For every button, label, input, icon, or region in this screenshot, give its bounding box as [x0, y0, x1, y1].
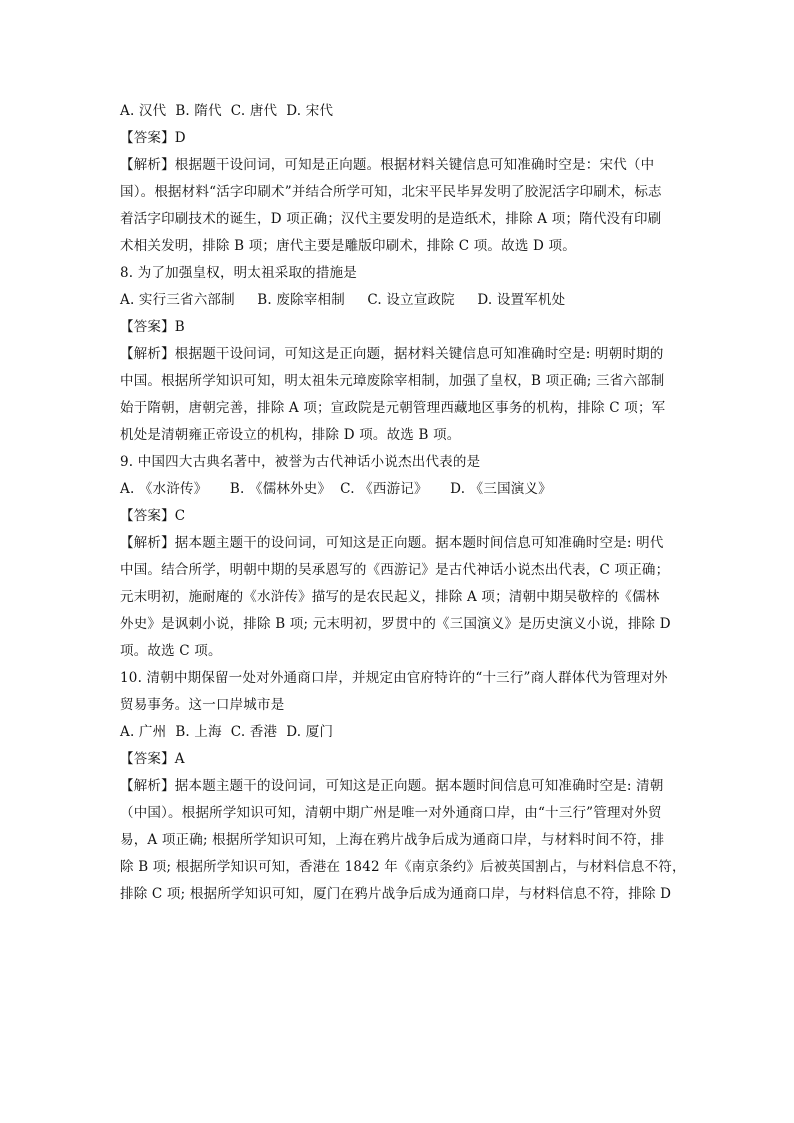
q8-answer: 【答案】B: [120, 319, 185, 335]
q9-analysis-line: 项。故选 C 项。: [120, 643, 222, 659]
q10-analysis: [120, 773, 686, 908]
q10-options: A. 广州 B. 上海 C. 香港 D. 厦门: [120, 724, 334, 740]
q9-analysis-line: 外史》是讽刺小说，排除 B 项; 元末明初，罗贯中的《三国演义》是历史演义小说，排除 D: [120, 616, 671, 632]
q10-stem-line: 贸易事务。这一口岸城市是: [120, 697, 285, 713]
q9-analysis-line: 中国。结合所学，明朝中期的吴承恩写的《西游记》是古代神话小说杰出代表，C 项正确；: [120, 562, 670, 578]
q10-analysis-line: 排除 C 项; 根据所学知识可知，厦门在鸦片战争后成为通商口岸，与材料信息不符，排除 D: [120, 886, 672, 902]
q9-answer: 【答案】C: [120, 508, 186, 524]
q8-analysis-line: 中国。根据所学知识可知，明太祖朱元璋废除宰相制，加强了皇权，B 项正确; 三省六部制: [120, 373, 665, 389]
q9-analysis: [120, 530, 675, 665]
q9-analysis-line: 【解析】据本题主题干的设问词，可知这是正向题。据本题时间信息可知准确时空是: 明代: [120, 535, 664, 551]
q7-analysis: [120, 152, 675, 260]
q7-analysis-line: 着活字印刷技术的诞生，D 项正确；汉代主要发明的是造纸术，排除 A 项；隋代没有印刷: [120, 211, 662, 227]
q9-stem: 9. 中国四大古典名著中，被誉为古代神话小说杰出代表的是: [120, 454, 481, 470]
q9-options: A. 《水浒传》 B. 《儒林外史》 C. 《西游记》 D. 《三国演义》: [120, 481, 552, 497]
q7-options: A. 汉代 B. 隋代 C. 唐代 D. 宋代: [120, 103, 334, 119]
q7-analysis-line: 术相关发明，排除 B 项；唐代主要是雕版印刷术，排除 C 项。故选 D 项。: [120, 238, 576, 254]
q9-analysis-line: 元末明初，施耐庵的《水浒传》描写的是农民起义，排除 A 项；清朝中期吴敬梓的《儒林: [120, 589, 660, 605]
q10-analysis-line: 除 B 项; 根据所学知识可知，香港在 1842 年《南京条约》后被英国割占，与材料信息不符，: [120, 859, 686, 875]
q10-analysis-line: 易，A 项正确; 根据所学知识可知，上海在鸦片战争后成为通商口岸，与材料时间不符，排: [120, 832, 665, 848]
q8-analysis: [120, 341, 675, 449]
document-page: [120, 98, 686, 908]
q10-stem-line: 10. 清朝中期保留一处对外通商口岸，并规定由官府特许的“十三行”商人群体代为管理对外: [120, 670, 668, 686]
q7-analysis-line: 国）。根据材料“活字印刷术”并结合所学可知，北宋平民毕昇发明了胶泥活字印刷术，标志: [120, 184, 662, 200]
q10-analysis-line: 【解析】据本题主题干的设问词，可知这是正向题。据本题时间信息可知准确时空是: 清朝: [120, 778, 664, 794]
q8-analysis-line: 机处是清朝雍正帝设立的机构，排除 D 项。故选 B 项。: [120, 427, 461, 443]
q8-analysis-line: 【解析】根据题干设问词，可知这是正向题，据材料关键信息可知准确时空是: 明朝时期的: [120, 346, 664, 362]
q10-analysis-line: （中国）。根据所学知识可知，清朝中期广州是唯一对外通商口岸，由“十三行”管理对外贸: [120, 805, 662, 821]
q8-stem: 8. 为了加强皇权，明太祖采取的措施是: [120, 265, 357, 281]
q8-analysis-line: 始于隋朝，唐朝完善，排除 A 项；宣政院是元朝管理西藏地区事务的机构，排除 C 项；军: [120, 400, 666, 416]
q10-answer: 【答案】A: [120, 751, 185, 767]
q7-analysis-line: 【解析】根据题干设问词，可知是正向题。根据材料关键信息可知准确时空是：宋代（中: [120, 157, 655, 173]
q7-answer: 【答案】D: [120, 130, 186, 146]
q8-options: A. 实行三省六部制 B. 废除宰相制 C. 设立宣政院 D. 设置军机处: [120, 292, 566, 308]
